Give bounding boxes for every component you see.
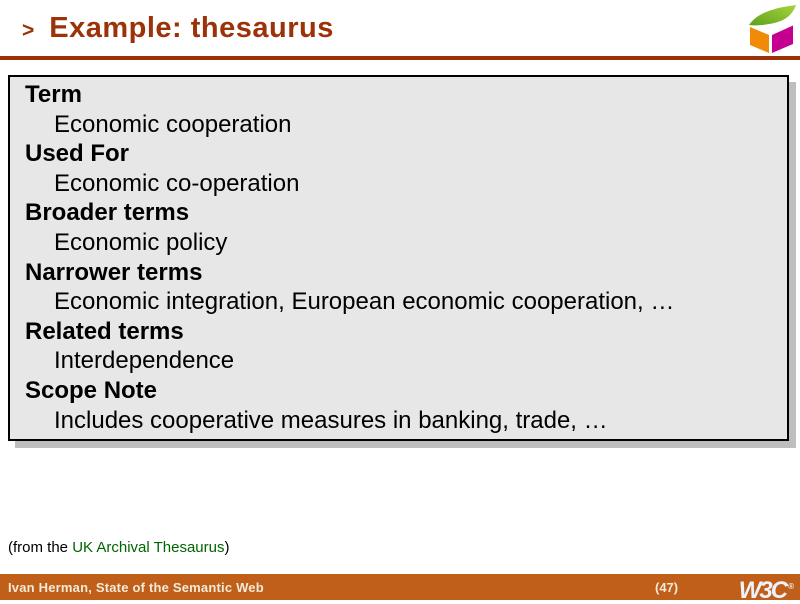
footer-author-title: Ivan Herman, State of the Semantic Web <box>8 580 264 595</box>
thesaurus-box <box>8 75 789 441</box>
source-note-suffix: ) <box>224 539 230 556</box>
entry-value: Economic policy <box>54 228 228 256</box>
thesaurus-entry <box>25 80 781 139</box>
entry-value: Interdependence <box>54 347 235 375</box>
entry-label: Broader terms <box>25 199 190 227</box>
w3c-logo[interactable] <box>739 575 794 603</box>
w3c-logo-text: W3C <box>738 577 787 604</box>
footer-bar <box>0 574 800 604</box>
entry-label: Scope Note <box>25 376 158 404</box>
source-note <box>8 539 229 556</box>
entry-label: Narrower terms <box>25 258 203 286</box>
page-number: (47) <box>655 580 679 595</box>
entry-label: Term <box>25 81 82 108</box>
w3c-logo-mark: ® <box>788 582 794 591</box>
title-bullet: > <box>22 19 35 42</box>
cube-right-face <box>772 26 793 54</box>
page-title: Example: thesaurus <box>49 12 334 44</box>
source-link[interactable]: UK Archival Thesaurus <box>72 539 225 556</box>
entry-label: Used For <box>25 140 130 168</box>
thesaurus-entries <box>25 80 781 435</box>
cube-top-leaf <box>749 5 796 25</box>
entry-value: Economic integration, European economic cooperation, … <box>54 288 675 316</box>
title-underline <box>0 56 800 60</box>
semantic-web-cube-icon <box>743 4 798 54</box>
entry-value: Economic co-operation <box>54 169 300 197</box>
thesaurus-entry <box>25 198 781 257</box>
thesaurus-entry <box>25 376 781 435</box>
entry-label: Related terms <box>25 317 184 345</box>
entry-value: Includes cooperative measures in banking, trade, … <box>54 406 608 434</box>
slide-header <box>22 12 334 45</box>
source-note-prefix: (from the <box>8 539 73 556</box>
thesaurus-entry <box>25 258 781 317</box>
thesaurus-entry <box>25 139 781 198</box>
thesaurus-entry <box>25 317 781 376</box>
entry-value: Economic cooperation <box>54 110 292 138</box>
cube-left-face <box>750 27 769 53</box>
